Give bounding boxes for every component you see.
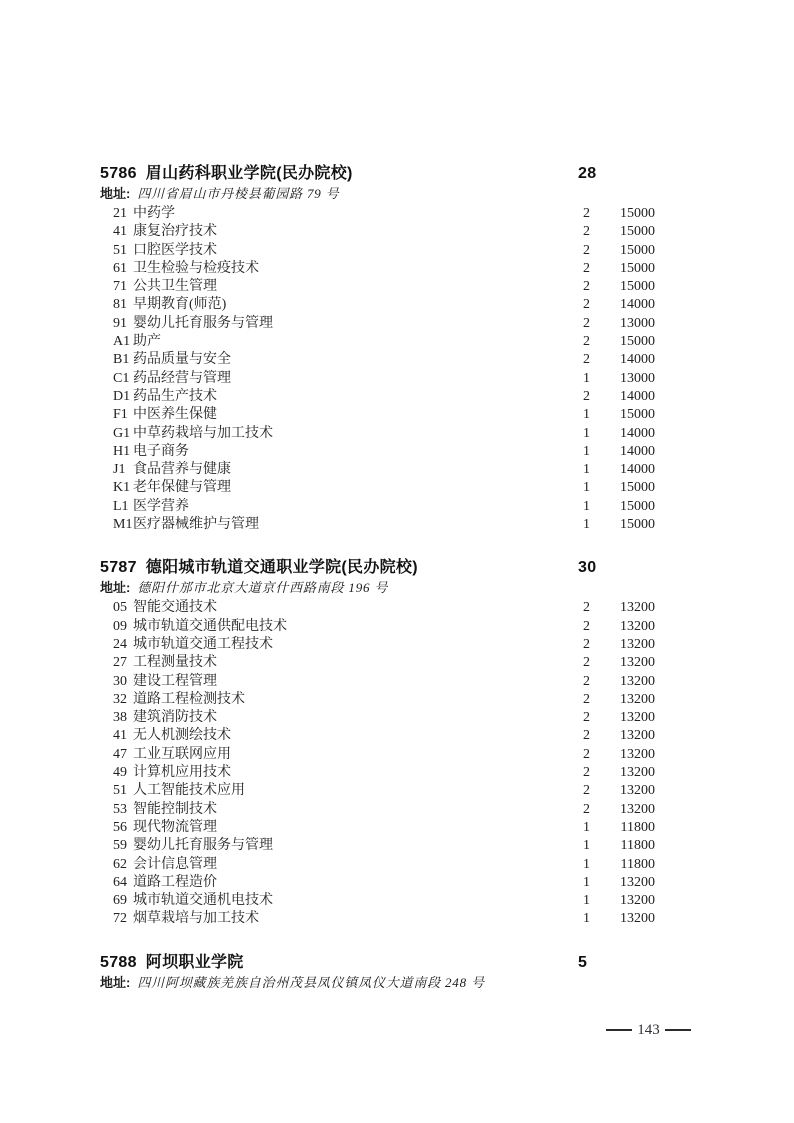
major-code: H1 xyxy=(113,443,131,459)
major-count: 1 xyxy=(583,838,590,854)
major-name: 婴幼儿托育服务与管理 xyxy=(133,315,273,331)
major-code: 59 xyxy=(113,838,127,854)
major-code: 51 xyxy=(113,242,127,258)
major-code: 64 xyxy=(113,874,127,890)
major-fee: 15000 xyxy=(620,517,655,533)
major-name: 现代物流管理 xyxy=(133,819,217,835)
major-row xyxy=(100,654,655,672)
major-fee: 13200 xyxy=(620,618,655,634)
major-row xyxy=(100,673,655,691)
major-row xyxy=(100,351,655,369)
major-fee: 13200 xyxy=(620,600,655,616)
major-name: 道路工程造价 xyxy=(133,874,217,890)
major-row xyxy=(100,333,655,351)
major-code: G1 xyxy=(113,425,131,441)
major-count: 2 xyxy=(583,728,590,744)
major-code: 81 xyxy=(113,297,127,313)
major-fee: 14000 xyxy=(620,388,655,404)
majors-list xyxy=(100,599,655,928)
major-code: L1 xyxy=(113,498,129,514)
major-row xyxy=(100,782,655,800)
major-name: 计算机应用技术 xyxy=(133,765,231,781)
major-row xyxy=(100,315,655,333)
major-fee: 13200 xyxy=(620,655,655,671)
major-fee: 13000 xyxy=(620,370,655,386)
address-text: 德阳什邡市北京大道京什西路南段 196 号 xyxy=(137,580,389,596)
major-count: 2 xyxy=(583,352,590,368)
major-code: 41 xyxy=(113,224,127,240)
major-fee: 13200 xyxy=(620,673,655,689)
page-number: 143 xyxy=(637,1022,660,1038)
major-fee: 14000 xyxy=(620,443,655,459)
major-name: 建设工程管理 xyxy=(133,673,217,689)
major-code: 30 xyxy=(113,673,127,689)
major-count: 1 xyxy=(583,893,590,909)
major-name: 工业互联网应用 xyxy=(133,746,231,762)
major-fee: 15000 xyxy=(620,498,655,514)
major-name: 无人机测绘技术 xyxy=(133,728,231,744)
major-row xyxy=(100,599,655,617)
major-name: 中医养生保健 xyxy=(133,407,217,423)
major-row xyxy=(100,498,655,516)
school-header xyxy=(100,952,655,973)
major-code: 47 xyxy=(113,746,127,762)
major-count: 1 xyxy=(583,911,590,927)
major-row xyxy=(100,260,655,278)
major-count: 2 xyxy=(583,655,590,671)
school-name: 眉山药科职业学院(民办院校) xyxy=(145,165,353,182)
school-header xyxy=(100,163,655,184)
major-row xyxy=(100,801,655,819)
major-name: 中草药栽培与加工技术 xyxy=(133,425,273,441)
major-count: 2 xyxy=(583,242,590,258)
major-row xyxy=(100,388,655,406)
major-code: 38 xyxy=(113,710,127,726)
major-name: 食品营养与健康 xyxy=(133,462,231,478)
school-address xyxy=(100,973,655,992)
school-address xyxy=(100,578,655,597)
major-count: 2 xyxy=(583,260,590,276)
major-count: 2 xyxy=(583,801,590,817)
major-count: 2 xyxy=(583,388,590,404)
major-name: 药品经营与管理 xyxy=(133,370,231,386)
major-count: 2 xyxy=(583,334,590,350)
major-count: 1 xyxy=(583,425,590,441)
major-row xyxy=(100,278,655,296)
major-count: 2 xyxy=(583,618,590,634)
school-title xyxy=(100,557,578,578)
major-count: 2 xyxy=(583,710,590,726)
major-fee: 14000 xyxy=(620,462,655,478)
major-name: 智能交通技术 xyxy=(133,600,217,616)
major-code: 41 xyxy=(113,728,127,744)
school-address xyxy=(100,184,655,203)
major-fee: 13200 xyxy=(620,746,655,762)
major-name: 烟草栽培与加工技术 xyxy=(133,911,259,927)
major-fee: 14000 xyxy=(620,297,655,313)
major-row xyxy=(100,727,655,745)
school-total-count: 28 xyxy=(578,165,597,182)
major-fee: 15000 xyxy=(620,242,655,258)
major-count: 1 xyxy=(583,517,590,533)
majors-list xyxy=(100,205,655,534)
major-count: 2 xyxy=(583,600,590,616)
major-name: 婴幼儿托育服务与管理 xyxy=(133,838,273,854)
major-code: A1 xyxy=(113,334,131,350)
major-name: 智能控制技术 xyxy=(133,801,217,817)
major-name: 早期教育(师范) xyxy=(133,297,227,313)
school-section xyxy=(100,557,655,928)
major-code: 27 xyxy=(113,655,127,671)
major-row xyxy=(100,370,655,388)
major-code: F1 xyxy=(113,407,128,423)
major-row xyxy=(100,691,655,709)
school-code: 5788 xyxy=(100,953,137,971)
address-label: 地址: xyxy=(100,974,131,990)
major-code: 62 xyxy=(113,856,127,872)
major-row xyxy=(100,819,655,837)
major-fee: 13200 xyxy=(620,728,655,744)
major-row xyxy=(100,764,655,782)
major-row xyxy=(100,479,655,497)
major-fee: 13200 xyxy=(620,911,655,927)
major-fee: 13000 xyxy=(620,315,655,331)
major-name: 康复治疗技术 xyxy=(133,224,217,240)
major-row xyxy=(100,636,655,654)
major-code: K1 xyxy=(113,480,131,496)
school-name: 德阳城市轨道交通职业学院(民办院校) xyxy=(145,559,418,577)
major-name: 口腔医学技术 xyxy=(133,242,217,258)
major-count: 1 xyxy=(583,370,590,386)
school-total-count: 5 xyxy=(578,953,588,971)
major-fee: 13200 xyxy=(620,783,655,799)
major-row xyxy=(100,443,655,461)
major-row xyxy=(100,406,655,424)
major-row xyxy=(100,461,655,479)
address-label: 地址: xyxy=(100,186,131,201)
major-name: 助产 xyxy=(133,334,161,350)
major-code: 71 xyxy=(113,279,127,295)
major-count: 1 xyxy=(583,480,590,496)
major-fee: 11800 xyxy=(620,856,655,872)
major-name: 药品质量与安全 xyxy=(133,352,231,368)
major-code: 09 xyxy=(113,618,127,634)
major-fee: 11800 xyxy=(620,838,655,854)
major-code: 24 xyxy=(113,636,127,652)
major-code: 69 xyxy=(113,893,127,909)
major-name: 城市轨道交通机电技术 xyxy=(133,893,273,909)
address-text: 四川省眉山市丹棱县葡园路 79 号 xyxy=(137,186,340,201)
major-count: 1 xyxy=(583,874,590,890)
major-row xyxy=(100,618,655,636)
major-count: 1 xyxy=(583,856,590,872)
major-name: 医学营养 xyxy=(133,498,189,514)
major-code: 32 xyxy=(113,691,127,707)
major-fee: 15000 xyxy=(620,224,655,240)
major-fee: 14000 xyxy=(620,425,655,441)
major-count: 1 xyxy=(583,462,590,478)
major-fee: 13200 xyxy=(620,636,655,652)
school-header xyxy=(100,557,655,578)
major-name: 人工智能技术应用 xyxy=(133,783,245,799)
major-fee: 15000 xyxy=(620,480,655,496)
major-name: 城市轨道交通工程技术 xyxy=(133,636,273,652)
major-fee: 13200 xyxy=(620,691,655,707)
major-fee: 15000 xyxy=(620,334,655,350)
major-code: 21 xyxy=(113,206,127,221)
major-count: 2 xyxy=(583,315,590,331)
major-code: M1 xyxy=(113,517,133,533)
major-code: J1 xyxy=(113,462,126,478)
major-row xyxy=(100,425,655,443)
major-code: D1 xyxy=(113,388,131,404)
footer-dash-right xyxy=(665,1029,691,1031)
major-code: B1 xyxy=(113,352,130,368)
major-row xyxy=(100,746,655,764)
major-count: 2 xyxy=(583,297,590,313)
major-row xyxy=(100,296,655,314)
major-name: 老年保健与管理 xyxy=(133,480,231,496)
major-count: 2 xyxy=(583,206,590,221)
major-code: 56 xyxy=(113,819,127,835)
major-name: 卫生检验与检疫技术 xyxy=(133,260,259,276)
major-count: 1 xyxy=(583,498,590,514)
major-row xyxy=(100,223,655,241)
major-fee: 14000 xyxy=(620,352,655,368)
major-row xyxy=(100,709,655,727)
major-code: 05 xyxy=(113,600,127,616)
school-section xyxy=(100,952,655,992)
address-text: 四川阿坝藏族羌族自治州茂县凤仪镇凤仪大道南段 248 号 xyxy=(137,974,485,990)
major-fee: 13200 xyxy=(620,893,655,909)
major-fee: 15000 xyxy=(620,260,655,276)
major-row xyxy=(100,856,655,874)
major-count: 2 xyxy=(583,636,590,652)
school-title xyxy=(100,163,578,184)
major-code: 91 xyxy=(113,315,127,331)
major-count: 1 xyxy=(583,819,590,835)
major-fee: 15000 xyxy=(620,279,655,295)
major-name: 建筑消防技术 xyxy=(133,710,217,726)
major-fee: 13200 xyxy=(620,801,655,817)
major-code: C1 xyxy=(113,370,130,386)
major-fee: 15000 xyxy=(620,407,655,423)
major-row xyxy=(100,892,655,910)
major-row xyxy=(100,205,655,223)
major-count: 2 xyxy=(583,746,590,762)
school-name: 阿坝职业学院 xyxy=(145,953,244,971)
major-code: 53 xyxy=(113,801,127,817)
major-name: 会计信息管理 xyxy=(133,856,217,872)
major-count: 1 xyxy=(583,443,590,459)
major-row xyxy=(100,242,655,260)
major-name: 药品生产技术 xyxy=(133,388,217,404)
major-count: 1 xyxy=(583,407,590,423)
major-count: 2 xyxy=(583,673,590,689)
major-code: 61 xyxy=(113,260,127,276)
schools-list xyxy=(100,163,655,1015)
major-fee: 13200 xyxy=(620,765,655,781)
major-name: 公共卫生管理 xyxy=(133,279,217,295)
major-code: 49 xyxy=(113,765,127,781)
major-row xyxy=(100,516,655,534)
address-label: 地址: xyxy=(100,580,131,596)
major-code: 51 xyxy=(113,783,127,799)
major-name: 中药学 xyxy=(133,206,175,221)
major-fee: 13200 xyxy=(620,874,655,890)
major-name: 医疗器械维护与管理 xyxy=(133,517,259,533)
major-name: 电子商务 xyxy=(133,443,189,459)
major-row xyxy=(100,910,655,928)
major-count: 2 xyxy=(583,765,590,781)
school-section xyxy=(100,163,655,534)
major-count: 2 xyxy=(583,224,590,240)
school-total-count: 30 xyxy=(578,559,597,577)
major-name: 道路工程检测技术 xyxy=(133,691,245,707)
major-row xyxy=(100,837,655,855)
page-footer xyxy=(606,1021,691,1039)
major-count: 2 xyxy=(583,691,590,707)
major-fee: 11800 xyxy=(620,819,655,835)
major-code: 72 xyxy=(113,911,127,927)
school-title xyxy=(100,952,578,973)
footer-dash-left xyxy=(606,1029,632,1031)
major-fee: 15000 xyxy=(620,206,655,221)
major-name: 工程测量技术 xyxy=(133,655,217,671)
school-code: 5786 xyxy=(100,165,137,182)
major-fee: 13200 xyxy=(620,710,655,726)
major-count: 2 xyxy=(583,783,590,799)
major-count: 2 xyxy=(583,279,590,295)
school-code: 5787 xyxy=(100,559,137,577)
major-row xyxy=(100,874,655,892)
major-name: 城市轨道交通供配电技术 xyxy=(133,618,287,634)
